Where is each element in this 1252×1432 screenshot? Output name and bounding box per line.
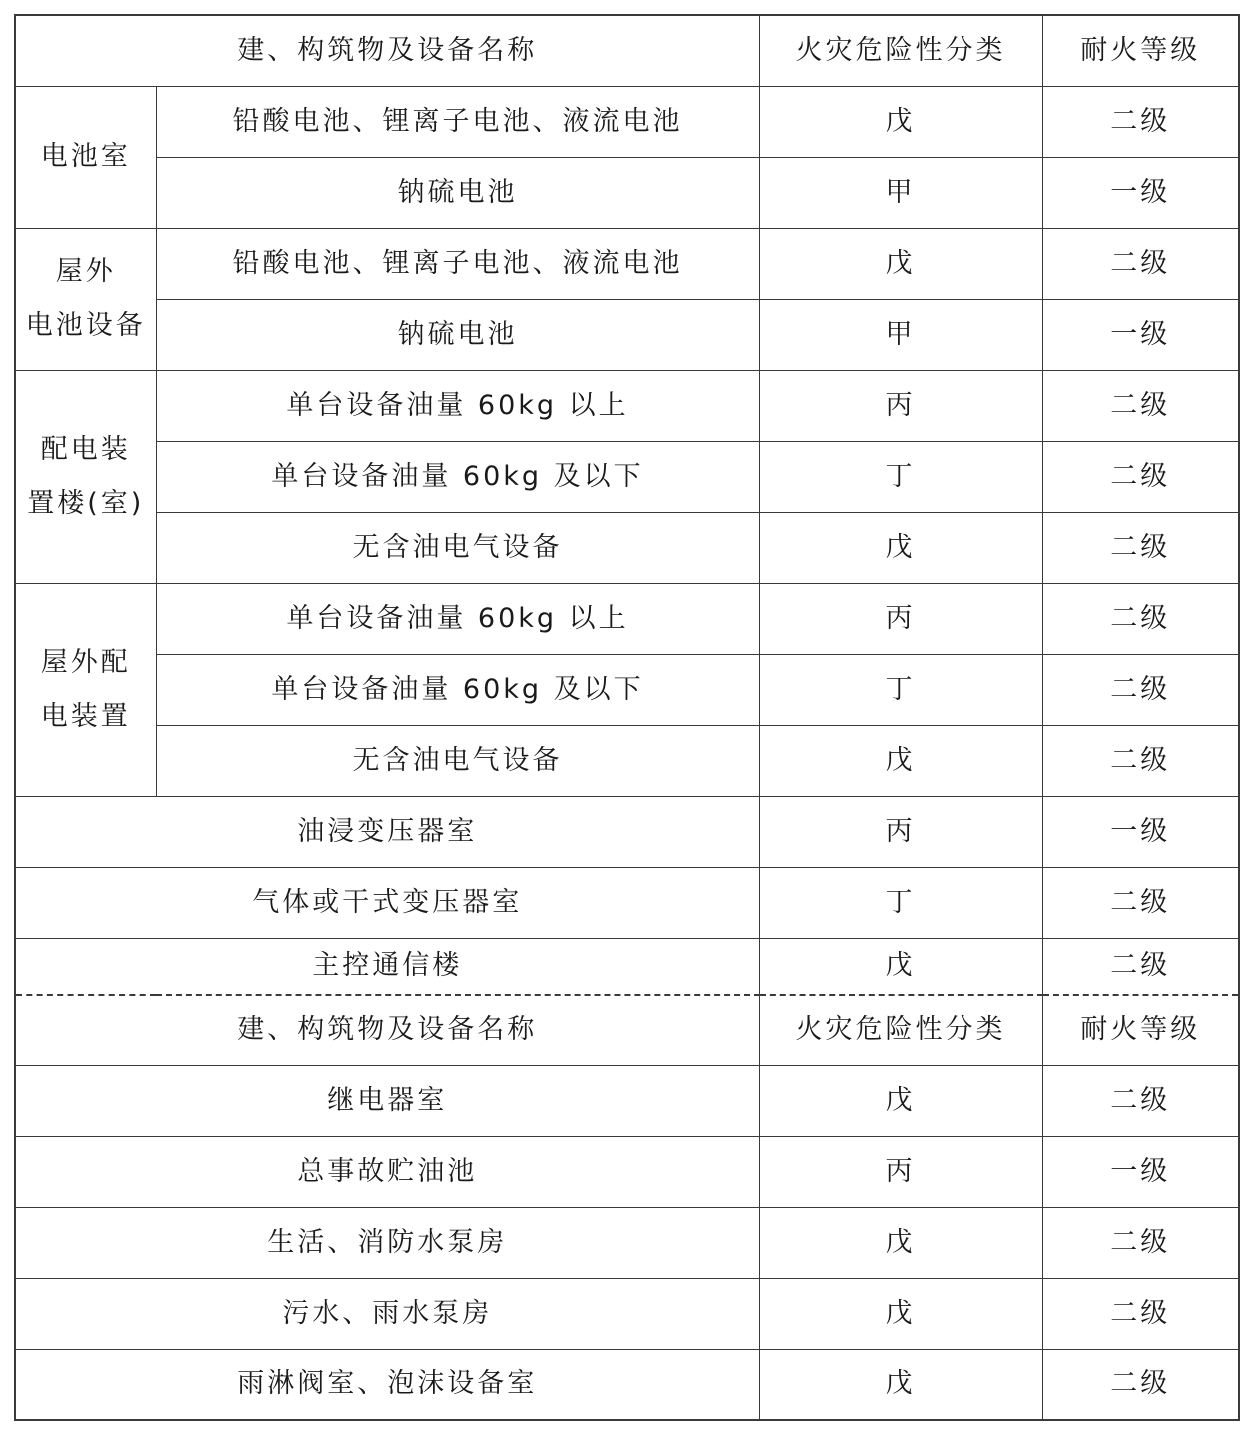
row-category: 戊: [759, 512, 1042, 583]
row-grade: 二级: [1042, 867, 1239, 938]
row-name: 油浸变压器室: [15, 796, 759, 867]
row-category: 丙: [759, 370, 1042, 441]
row-grade: 二级: [1042, 86, 1239, 157]
group-line: 置楼(室): [27, 487, 145, 519]
row-category: 戊: [759, 228, 1042, 299]
group-line: 电池设备: [25, 310, 146, 341]
row-grade: 二级: [1042, 1207, 1239, 1278]
row-name: 铅酸电池、锂离子电池、液流电池: [156, 228, 759, 299]
row-name: 污水、雨水泵房: [15, 1278, 759, 1349]
row-category: 戊: [759, 86, 1042, 157]
row-category: 丙: [759, 796, 1042, 867]
table-row: [15, 370, 1239, 441]
row-name: 无含油电气设备: [156, 725, 759, 796]
table-row: [15, 1136, 1239, 1207]
row-grade: 二级: [1042, 228, 1239, 299]
row-name: 主控通信楼: [15, 938, 759, 995]
row-name: 钠硫电池: [156, 299, 759, 370]
table-row: [15, 796, 1239, 867]
row-grade: 二级: [1042, 725, 1239, 796]
row-category: 甲: [759, 157, 1042, 228]
row-grade: 二级: [1042, 583, 1239, 654]
row-grade: 二级: [1042, 654, 1239, 725]
row-name: 气体或干式变压器室: [15, 867, 759, 938]
table-row: [15, 1349, 1239, 1420]
row-grade: 二级: [1042, 512, 1239, 583]
row-category: 甲: [759, 299, 1042, 370]
row-grade: 一级: [1042, 1136, 1239, 1207]
table-row: [15, 228, 1239, 299]
row-category: 戊: [759, 1349, 1042, 1420]
row-grade: 一级: [1042, 157, 1239, 228]
row-name: 单台设备油量 60kg 以上: [156, 583, 759, 654]
table-header-row: [15, 15, 1239, 86]
row-grade: 二级: [1042, 1349, 1239, 1420]
header-name: 建、构筑物及设备名称: [15, 995, 759, 1065]
row-name: 单台设备油量 60kg 及以下: [156, 441, 759, 512]
row-category: 戊: [759, 1207, 1042, 1278]
row-name: 继电器室: [15, 1065, 759, 1136]
group-line: 电装置: [40, 700, 131, 732]
table-row: [15, 1065, 1239, 1136]
table-row: [15, 867, 1239, 938]
row-category: 戊: [759, 725, 1042, 796]
row-grade: 二级: [1042, 1065, 1239, 1136]
table-row: [15, 1207, 1239, 1278]
table-row: [15, 157, 1239, 228]
row-category: 戊: [759, 938, 1042, 995]
group-distribution-building: [15, 370, 156, 583]
table-row: [15, 512, 1239, 583]
table-row: [15, 299, 1239, 370]
header-category: 火灾危险性分类: [759, 995, 1042, 1065]
row-grade: 二级: [1042, 370, 1239, 441]
group-line: 屋外配: [40, 646, 131, 678]
row-grade: 一级: [1042, 796, 1239, 867]
table-header-row-continued: [15, 995, 1239, 1065]
header-grade: 耐火等级: [1042, 995, 1239, 1065]
row-category: 丁: [759, 441, 1042, 512]
row-name: 单台设备油量 60kg 及以下: [156, 654, 759, 725]
row-name: 钠硫电池: [156, 157, 759, 228]
group-battery-room: 电池室: [15, 86, 156, 228]
row-name: 生活、消防水泵房: [15, 1207, 759, 1278]
table-row: [15, 654, 1239, 725]
row-category: 戊: [759, 1065, 1042, 1136]
header-category: 火灾危险性分类: [759, 15, 1042, 86]
row-category: 丙: [759, 1136, 1042, 1207]
table-row: [15, 441, 1239, 512]
row-name: 总事故贮油池: [15, 1136, 759, 1207]
table-row: [15, 583, 1239, 654]
row-name: 雨淋阀室、泡沫设备室: [15, 1349, 759, 1420]
header-grade: 耐火等级: [1042, 15, 1239, 86]
group-line: 屋外: [55, 256, 116, 287]
fire-classification-table: [14, 14, 1240, 1421]
table-row: [15, 86, 1239, 157]
table-row: [15, 725, 1239, 796]
table-row: [15, 938, 1239, 995]
group-outdoor-battery: [15, 228, 156, 370]
row-grade: 一级: [1042, 299, 1239, 370]
group-line: 配电装: [40, 433, 131, 465]
row-category: 丁: [759, 654, 1042, 725]
row-category: 丙: [759, 583, 1042, 654]
row-grade: 二级: [1042, 441, 1239, 512]
row-category: 戊: [759, 1278, 1042, 1349]
row-grade: 二级: [1042, 1278, 1239, 1349]
header-name: 建、构筑物及设备名称: [15, 15, 759, 86]
table-row: [15, 1278, 1239, 1349]
group-outdoor-distribution: [15, 583, 156, 796]
row-name: 铅酸电池、锂离子电池、液流电池: [156, 86, 759, 157]
row-category: 丁: [759, 867, 1042, 938]
row-name: 无含油电气设备: [156, 512, 759, 583]
row-grade: 二级: [1042, 938, 1239, 995]
row-name: 单台设备油量 60kg 以上: [156, 370, 759, 441]
